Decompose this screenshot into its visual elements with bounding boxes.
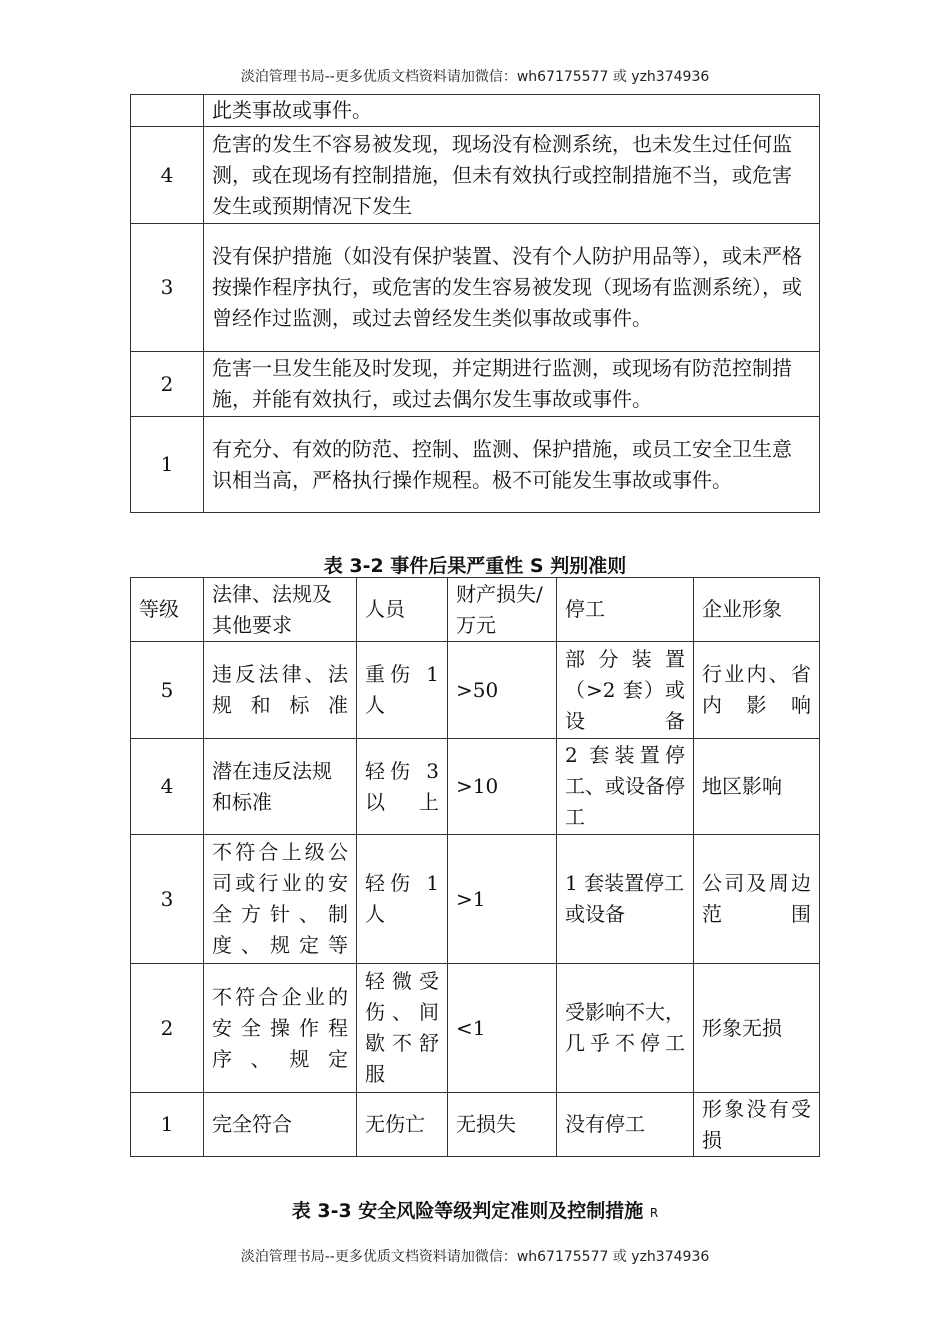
likelihood-table [130,94,820,513]
property-cell: <1 [448,964,557,1093]
table-row [131,95,820,127]
property-cell: >10 [448,739,557,835]
grade-cell: 5 [131,642,204,739]
header-cell: 等级 [131,578,204,642]
law-cell: 完全符合 [204,1093,357,1157]
downtime-cell: 部分装置（>2 套）或设备 [557,642,694,739]
table3-title [0,1196,950,1223]
law-cell: 违反法律、法规和标准 [204,642,357,739]
level-cell: 2 [131,352,204,417]
level-cell: 4 [131,127,204,224]
desc-cell: 危害一旦发生能及时发现，并定期进行监测，或现场有防范控制措施，并能有效执行，或过去偶尔发生事故或事件。 [204,352,820,417]
desc-cell: 此类事故或事件。 [204,95,820,127]
downtime-cell: 没有停工 [557,1093,694,1157]
table3-title-suffix: R [649,1206,659,1220]
table-row [131,1093,820,1157]
table-row [131,127,820,224]
grade-cell: 2 [131,964,204,1093]
property-cell: 无损失 [448,1093,557,1157]
table-row [131,964,820,1093]
header-cell: 财产损失/万元 [448,578,557,642]
page-header: 淡泊管理书局--更多优质文档资料请加微信：wh67175577 或 yzh374936 [240,69,710,85]
desc-cell: 危害的发生不容易被发现，现场没有检测系统，也未发生过任何监测，或在现场有控制措施，但未有效执行或控制措施不当，或危害发生或预期情况下发生 [204,127,820,224]
grade-cell: 1 [131,1093,204,1157]
downtime-cell: 1 套装置停工或设备 [557,835,694,964]
table-row [131,224,820,352]
image-cell: 地区影响 [694,739,820,835]
severity-table [130,577,820,1157]
table-row [131,642,820,739]
image-cell: 行业内、省内影响 [694,642,820,739]
personnel-cell: 轻微受伤、间歇不舒服 [357,964,448,1093]
page-footer: 淡泊管理书局--更多优质文档资料请加微信：wh67175577 或 yzh374936 [240,1249,710,1265]
desc-cell: 没有保护措施（如没有保护装置、没有个人防护用品等），或未严格按操作程序执行，或危害的发生容易被发现（现场有监测系统），或曾经作过监测，或过去曾经发生类似事故或事件。 [204,224,820,352]
property-cell: >1 [448,835,557,964]
law-cell: 潜在违反法规和标准 [204,739,357,835]
personnel-cell: 无伤亡 [357,1093,448,1157]
law-cell: 不符合上级公司或行业的安全方针、制度、规定等 [204,835,357,964]
table-row [131,835,820,964]
image-cell: 形象没有受损 [694,1093,820,1157]
header-cell: 企业形象 [694,578,820,642]
table-row [131,352,820,417]
grade-cell: 4 [131,739,204,835]
personnel-cell: 重伤 1 人 [357,642,448,739]
header-cell: 法律、法规及其他要求 [204,578,357,642]
personnel-cell: 轻伤 3 以上 [357,739,448,835]
table-row [131,739,820,835]
image-cell: 形象无损 [694,964,820,1093]
personnel-cell: 轻伤 1 人 [357,835,448,964]
property-cell: >50 [448,642,557,739]
level-cell: 1 [131,417,204,513]
law-cell: 不符合企业的安全操作程序、规定 [204,964,357,1093]
grade-cell: 3 [131,835,204,964]
table3-title-text: 表 3-3 安全风险等级判定准则及控制措施 [291,1200,644,1222]
level-cell [131,95,204,127]
image-cell: 公司及周边范围 [694,835,820,964]
table-header-row [131,578,820,642]
downtime-cell: 受影响不大，几乎不停工 [557,964,694,1093]
desc-cell: 有充分、有效的防范、控制、监测、保护措施，或员工安全卫生意识相当高，严格执行操作规程。极不可能发生事故或事件。 [204,417,820,513]
downtime-cell: 2 套装置停工、或设备停工 [557,739,694,835]
header-cell: 停工 [557,578,694,642]
table-row [131,417,820,513]
header-cell: 人员 [357,578,448,642]
table2-title: 表 3-2 事件后果严重性 S 判别准则 [323,555,627,577]
level-cell: 3 [131,224,204,352]
